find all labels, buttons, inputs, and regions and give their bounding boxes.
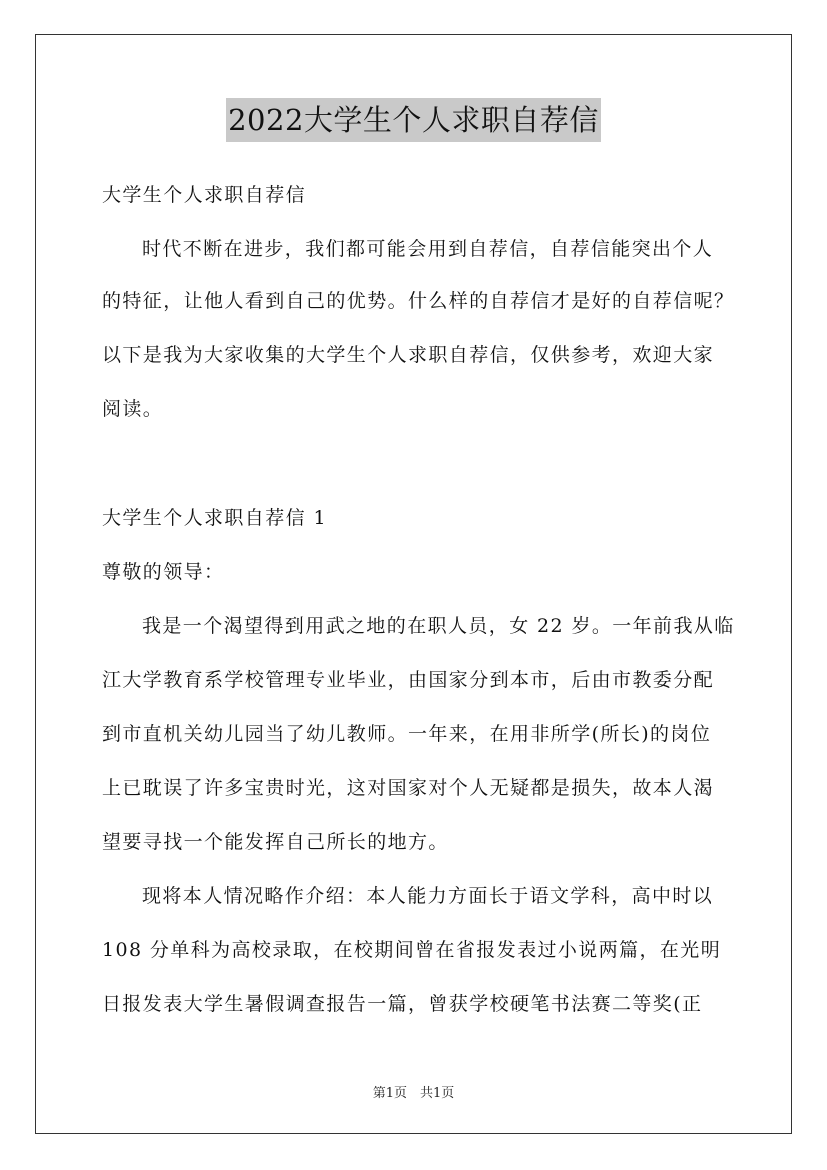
subtitle: 大学生个人求职自荐信	[102, 184, 307, 206]
salutation: 尊敬的领导：	[102, 561, 225, 583]
paragraph-line: 我是一个渴望得到用武之地的在职人员，女 22 岁。一年前我从临	[142, 615, 735, 637]
title-container	[0, 98, 827, 142]
intro-line: 时代不断在进步，我们都可能会用到自荐信，自荐信能突出个人	[142, 238, 714, 260]
document-title: 2022大学生个人求职自荐信	[226, 98, 601, 142]
paragraph-line: 望要寻找一个能发挥自己所长的地方。	[102, 831, 449, 853]
paragraph-line: 江大学教育系学校管理专业毕业，由国家分到本市，后由市教委分配	[102, 669, 715, 691]
paragraph-line: 日报发表大学生暑假调查报告一篇，曾获学校硬笔书法赛二等奖(正	[102, 993, 703, 1015]
section-heading: 大学生个人求职自荐信 1	[102, 507, 327, 529]
intro-line: 阅读。	[102, 398, 164, 420]
intro-line: 的特征，让他人看到自己的优势。什么样的自荐信才是好的自荐信呢？	[102, 290, 735, 312]
paragraph-line: 到市直机关幼儿园当了幼儿教师。一年来，在用非所学(所长)的岗位	[102, 723, 712, 745]
paragraph-line: 上已耽误了许多宝贵时光，这对国家对个人无疑都是损失，故本人渴	[102, 777, 715, 799]
page-footer: 第1页 共1页	[372, 1086, 455, 1101]
paragraph-line: 现将本人情况略作介绍：本人能力方面长于语文学科，高中时以	[142, 885, 714, 907]
paragraph-line: 108 分单科为高校录取，在校期间曾在省报发表过小说两篇，在光明	[102, 939, 722, 961]
intro-line: 以下是我为大家收集的大学生个人求职自荐信，仅供参考，欢迎大家	[102, 344, 715, 366]
